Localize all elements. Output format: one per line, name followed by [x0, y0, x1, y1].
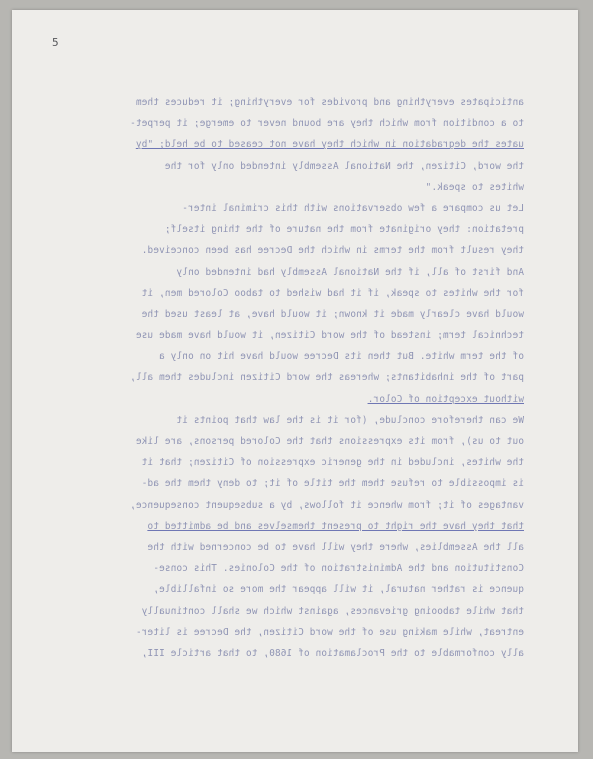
text-line: that they have the right to present themselves and be admitted to [147, 520, 524, 532]
text-line: And first of all, if the National Assembly had intended only [176, 266, 524, 278]
text-line: without exception of Color. [367, 393, 524, 405]
text-line: We can therefore conclude, (for it is the law that points it [176, 414, 524, 426]
text-line: ally conformable to the Proclamation of 1680, to that article III, [141, 647, 524, 659]
text-line: all the Assemblies, where they will have to be concerned with the [147, 541, 524, 553]
text-line: they result from the terms in which the Decree has been conceived. [141, 245, 524, 257]
text-line: part of the inhabitants; whereas the word Citizen includes them all, [129, 372, 524, 384]
text-line: uates the degradation in which they have not ceased to be held; "by [135, 139, 524, 151]
text-line: quence is rather natural, it will appear the more so infallible, [153, 584, 524, 596]
text-line: entreat, while making use of the word Citizen, the Decree is liter- [135, 626, 524, 638]
text-line: would have clearly made it known; it would have, at least used the [141, 308, 524, 320]
text-line: to a condition from which they are bound never to emerge; it perpet- [129, 118, 524, 130]
text-line: whites to speak." [425, 181, 524, 193]
text-line: Let us compare a few observations with this criminal inter- [182, 202, 524, 214]
bleed-through-text-block [64, 92, 524, 664]
text-line: Constitution and the Administration of the Colonies. This conse- [153, 563, 524, 575]
text-line: that while tabooing grievances, against which we shall continually [141, 605, 524, 617]
text-line: the word, Citizen, the National Assembly intended only for the [164, 160, 524, 172]
page-number: 5 [52, 36, 59, 49]
text-line: anticipates everything and provides for everything; it reduces them [135, 97, 524, 108]
text-line: is impossible to refuse them the title of it; to deny them the ad- [141, 478, 524, 490]
text-line: of the term white. But then its Decree would have hit on only a [158, 351, 524, 363]
text-line: for the whites to speak, if it had wished to taboo Colored men, it [141, 287, 524, 299]
text-line: out to us), from its expressions that the Colored persons, are like [135, 436, 524, 447]
text-line: pretation: they originate from the nature of the thing itself; [164, 224, 524, 236]
text-line: the whites, included in the generic expression of Citizen; that it [141, 457, 524, 469]
text-line: technical term; instead of the word Citizen, it would have made use [135, 330, 524, 342]
text-line: vantages of it; from whence it follows, by a subsequent consequence, [129, 499, 524, 511]
document-page [12, 10, 578, 752]
